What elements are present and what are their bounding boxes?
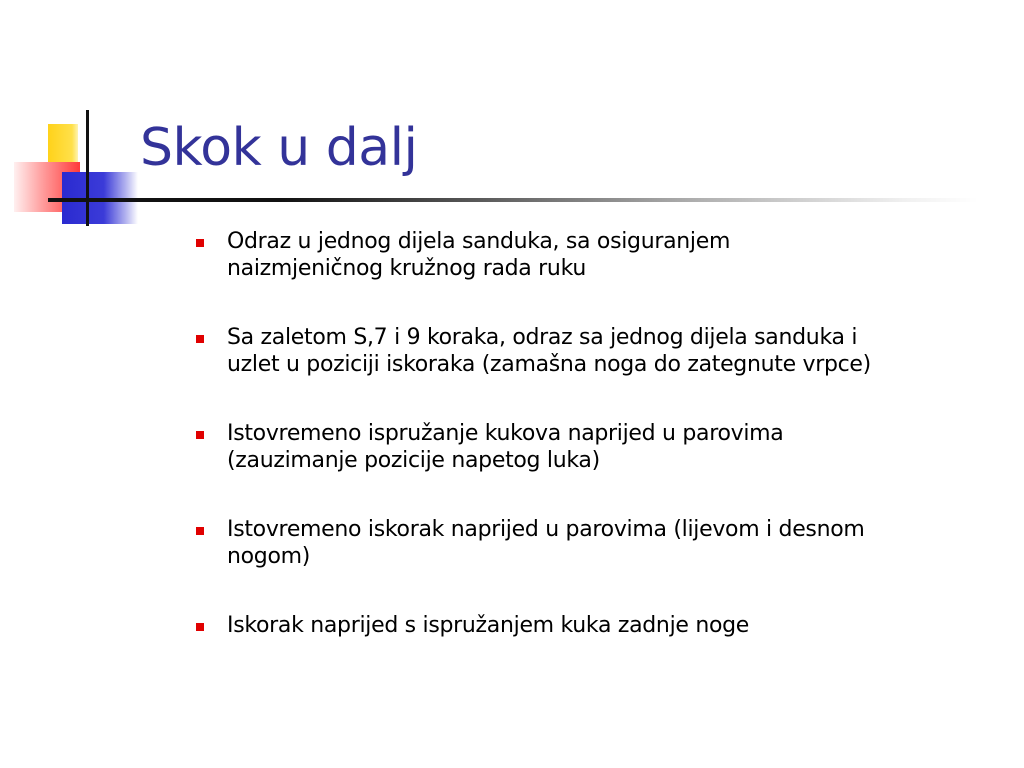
square-bullet-icon (196, 431, 204, 439)
bullet-line: uzlet u poziciji iskoraka (zamašna noga do zategnute vrpce) (227, 352, 871, 377)
list-item (196, 516, 996, 612)
square-bullet-icon (196, 527, 204, 535)
square-bullet-icon (196, 335, 204, 343)
vertical-rule (86, 110, 89, 226)
list-item (196, 228, 996, 324)
slide-title: Skok u dalj (140, 118, 418, 178)
yellow-square-icon (48, 124, 78, 162)
title-underline-divider (48, 198, 978, 202)
bullet-line: (zauzimanje pozicije napetog luka) (227, 448, 600, 473)
bullet-line: Odraz u jednog dijela sanduka, sa osiguranjem (227, 229, 731, 254)
bullet-list (196, 228, 996, 708)
square-bullet-icon (196, 623, 204, 631)
bullet-line: Iskorak naprijed s ispružanjem kuka zadnje noge (227, 613, 750, 638)
bullet-line: Sa zaletom S,7 i 9 koraka, odraz sa jednog dijela sanduka i (227, 325, 858, 350)
bullet-line: Istovremeno ispružanje kukova naprijed u parovima (227, 421, 784, 446)
list-item (196, 612, 996, 708)
square-bullet-icon (196, 239, 204, 247)
bullet-line: Istovremeno iskorak naprijed u parovima (lijevom i desnom (227, 517, 865, 542)
list-item (196, 420, 996, 516)
list-item (196, 324, 996, 420)
bullet-line: naizmjeničnog kružnog rada ruku (227, 256, 586, 281)
bullet-line: nogom) (227, 544, 311, 569)
